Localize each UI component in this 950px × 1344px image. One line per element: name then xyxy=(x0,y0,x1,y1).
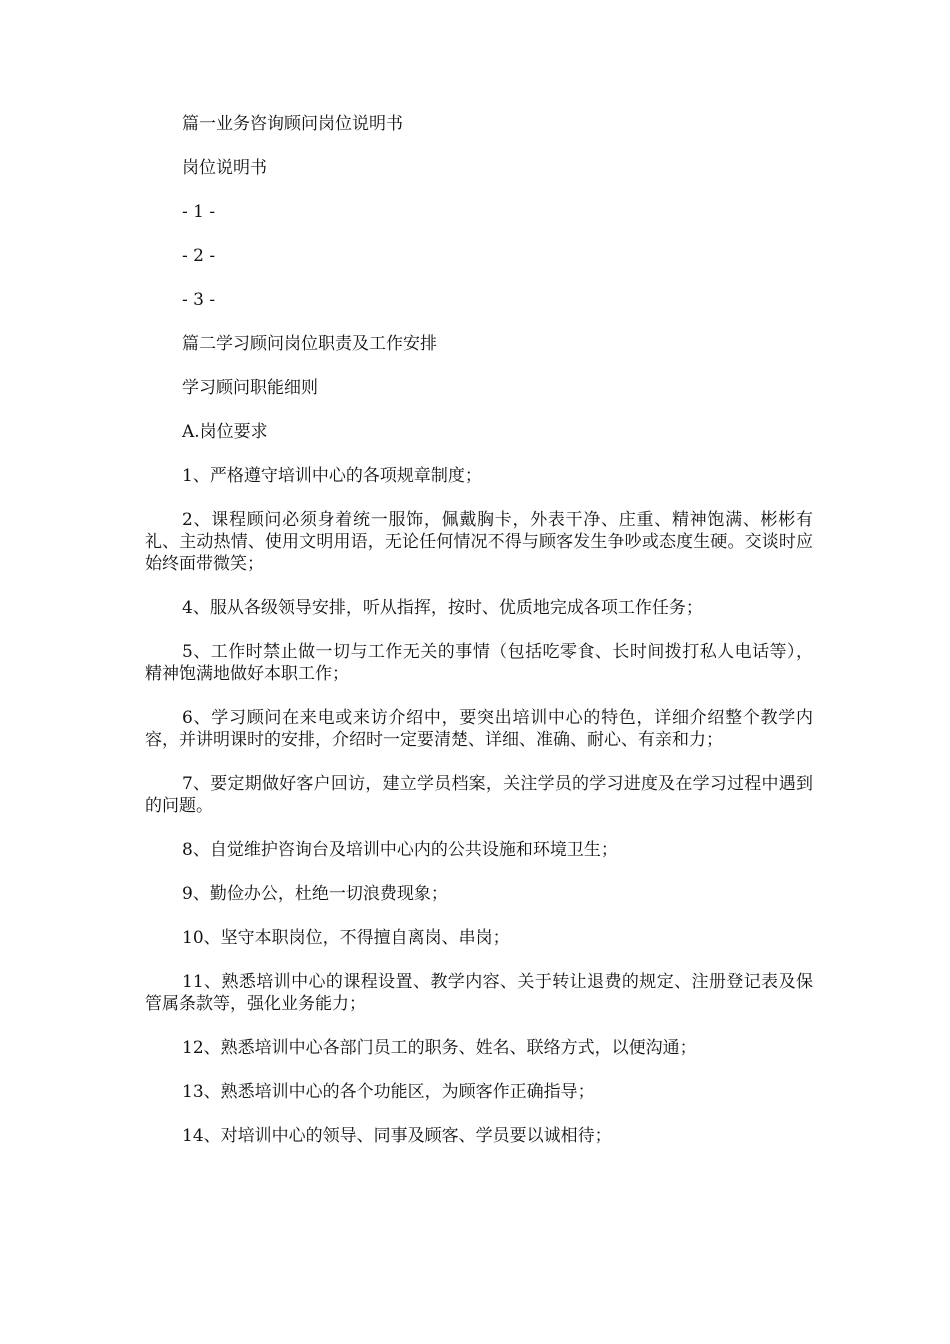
list-item: 1、严格遵守培训中心的各项规章制度； xyxy=(182,466,482,486)
list-item: 7、要定期做好客户回访，建立学员档案，关注学员的学习进度及在学习过程中遇到的问题。 xyxy=(145,774,813,816)
heading-part-two: 篇二学习顾问岗位职责及工作安排 xyxy=(182,334,437,354)
page-marker: - 1 - xyxy=(182,202,216,222)
list-item: 5、工作时禁止做一切与工作无关的事情（包括吃零食、长时间拨打私人电话等），精神饱满地做好本职工作； xyxy=(145,642,813,684)
list-item: 10、坚守本职岗位，不得擅自离岗、串岗； xyxy=(182,928,510,948)
list-item: 11、熟悉培训中心的课程设置、教学内容、关于转让退费的规定、注册登记表及保管属条款等，强化业务能力； xyxy=(145,972,813,1014)
list-item: 8、自觉维护咨询台及培训中心内的公共设施和环境卫生； xyxy=(182,840,618,860)
list-item: 2、课程顾问必须身着统一服饰，佩戴胸卡，外表干净、庄重、精神饱满、彬彬有礼、主动热情、使用文明用语，无论任何情况不得与顾客发生争吵或态度生硬。交谈时应始终面带微笑； xyxy=(145,510,813,574)
list-item: 6、学习顾问在来电或来访介绍中，要突出培训中心的特色，详细介绍整个教学内容，并讲明课时的安排，介绍时一定要清楚、详细、准确、耐心、有亲和力； xyxy=(145,708,813,750)
page-marker: - 2 - xyxy=(182,246,216,266)
list-item: 13、熟悉培训中心的各个功能区，为顾客作正确指导； xyxy=(182,1082,595,1102)
subheading-rules: 学习顾问职能细则 xyxy=(182,378,318,398)
heading-part-one: 篇一业务咨询顾问岗位说明书 xyxy=(182,114,403,134)
document-body xyxy=(145,113,813,1169)
section-title-requirements: A.岗位要求 xyxy=(182,422,268,442)
list-item: 12、熟悉培训中心各部门员工的职务、姓名、联络方式，以便沟通； xyxy=(182,1038,697,1058)
list-item: 4、服从各级领导安排，听从指挥，按时、优质地完成各项工作任务； xyxy=(182,598,703,618)
page-marker: - 3 - xyxy=(182,290,216,310)
subheading-job-description: 岗位说明书 xyxy=(182,158,267,178)
list-item: 14、对培训中心的领导、同事及顾客、学员要以诚相待； xyxy=(182,1126,612,1146)
list-item: 9、勤俭办公，杜绝一切浪费现象； xyxy=(182,884,448,904)
